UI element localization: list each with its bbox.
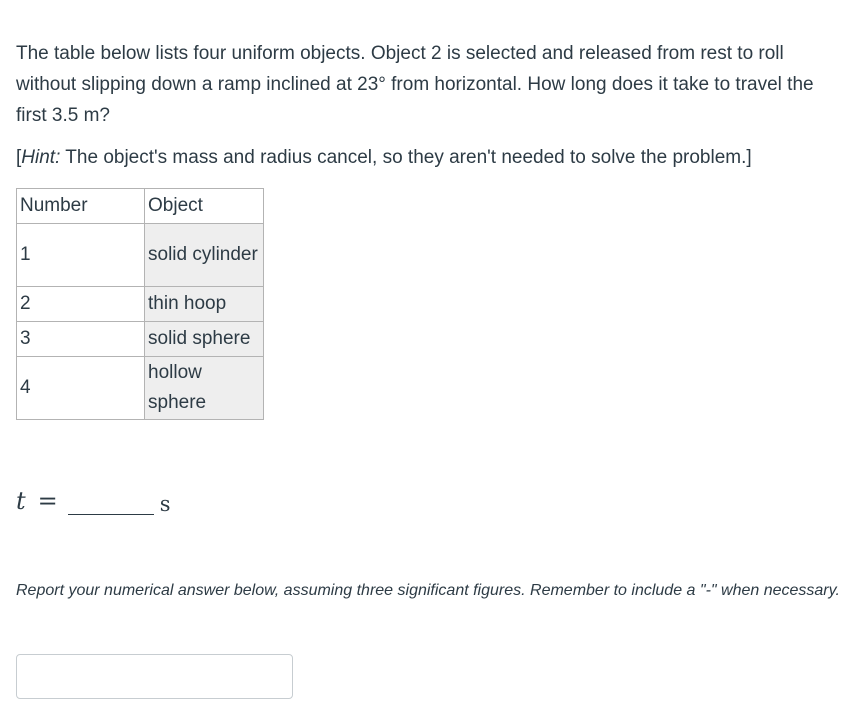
- row-number: 1: [17, 224, 145, 287]
- table-header-row: [17, 189, 264, 224]
- column-header-number: Number: [17, 189, 145, 224]
- answer-variable: t: [16, 487, 26, 515]
- row-object: solid sphere: [145, 322, 264, 357]
- hint-text: [16, 142, 836, 173]
- column-header-object: Object: [145, 189, 264, 224]
- objects-table: [16, 188, 264, 420]
- hint-open-bracket: [: [16, 147, 22, 168]
- answer-equation: [16, 486, 171, 516]
- equals-sign: =: [37, 487, 58, 515]
- table-row: [17, 287, 264, 322]
- table-row: [17, 357, 264, 420]
- row-object: solid cylinder: [145, 224, 264, 287]
- row-number: 3: [17, 322, 145, 357]
- answer-input[interactable]: [16, 654, 293, 699]
- answer-unit: s: [159, 492, 171, 516]
- answer-blank: [68, 488, 154, 515]
- row-object: thin hoop: [145, 287, 264, 322]
- row-number: 4: [17, 357, 145, 420]
- table-row: [17, 322, 264, 357]
- row-number: 2: [17, 287, 145, 322]
- hint-label: Hint:: [21, 147, 61, 168]
- row-object: hollow sphere: [145, 357, 264, 420]
- table-row: [17, 224, 264, 287]
- question-text: The table below lists four uniform objects. Object 2 is selected and released from rest to roll without slipping down a ramp inclined at 23° from horizontal. How long does it take to travel the first 3.5 m?: [16, 43, 814, 126]
- hint-body: The object's mass and radius cancel, so they aren't needed to solve the problem.]: [60, 147, 752, 168]
- instructions-text: Report your numerical answer below, assuming three significant figures. Remember to include a "-" when necessary.: [16, 582, 840, 599]
